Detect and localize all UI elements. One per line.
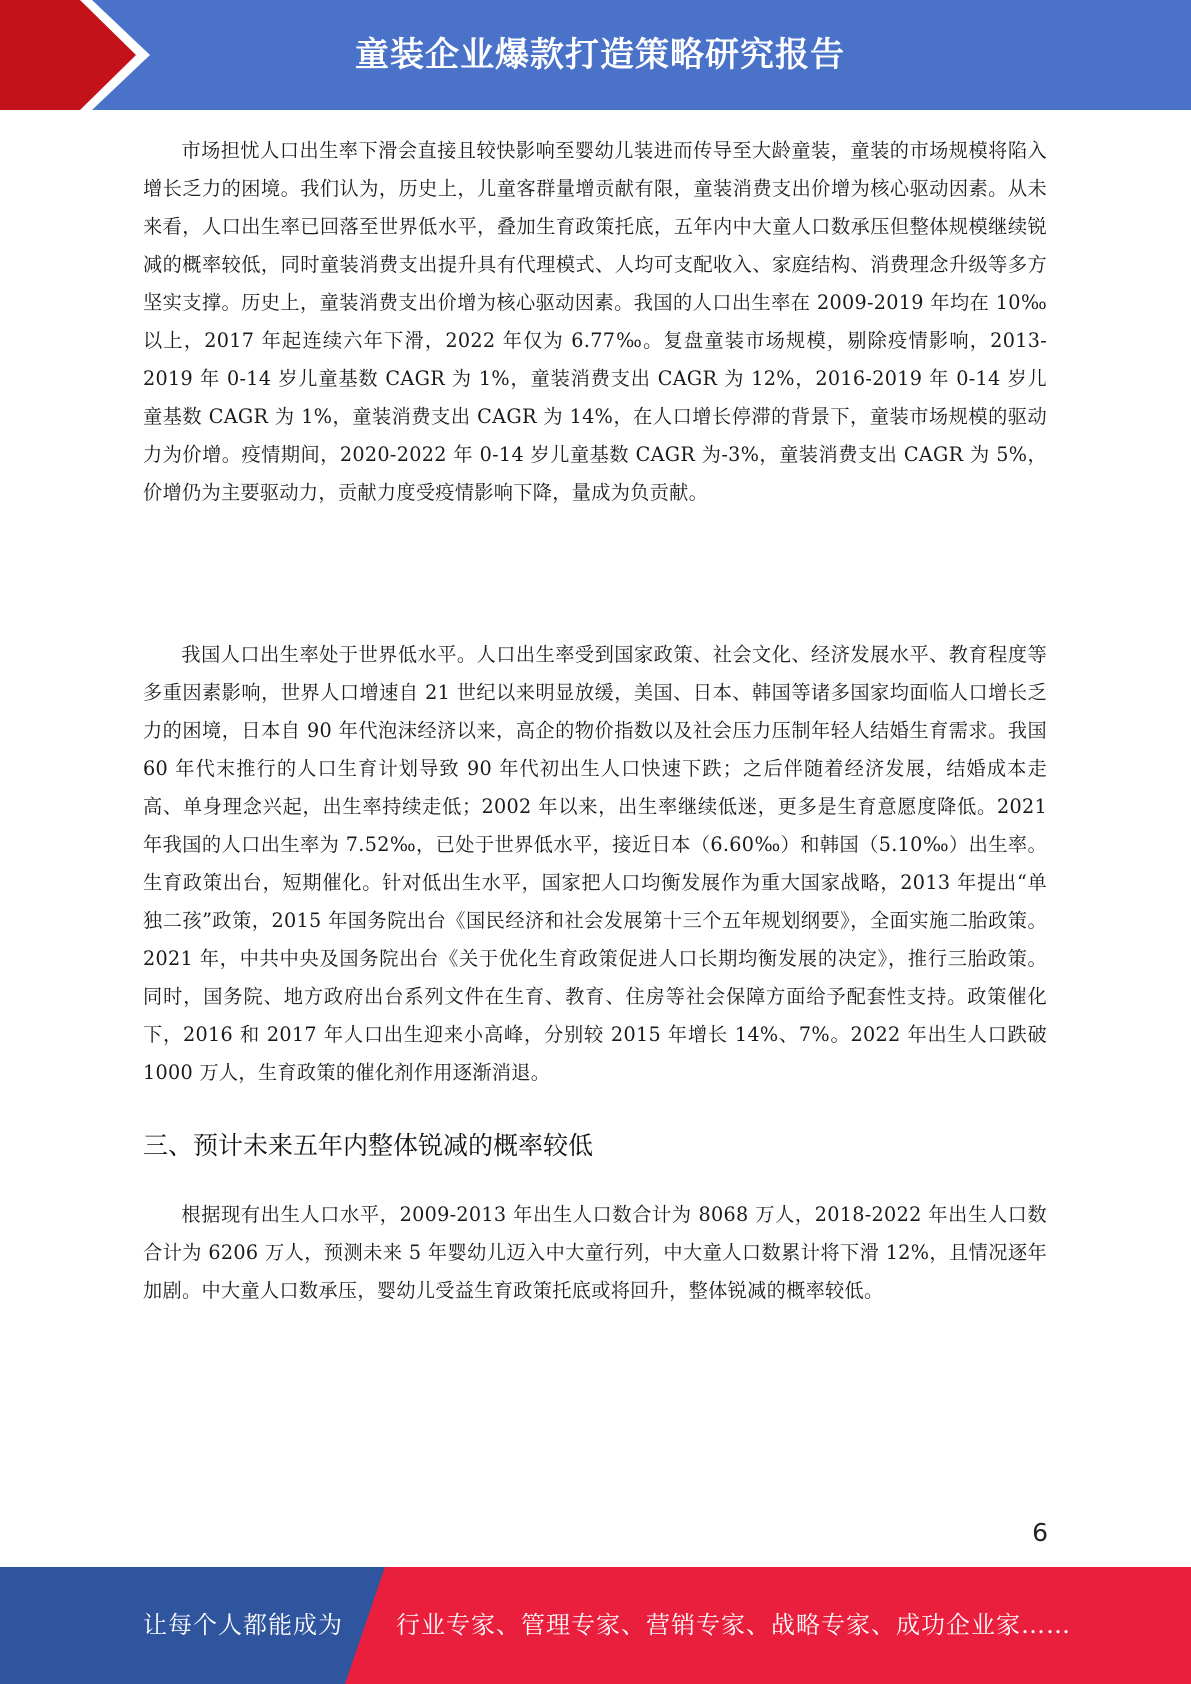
page-number: 6: [1032, 1518, 1048, 1547]
footer-slogan-right: 行业专家、管理专家、营销专家、战略专家、成功企业家……: [396, 1611, 1071, 1639]
report-title: 童装企业爆款打造策略研究报告: [355, 35, 845, 75]
page-footer: [0, 1567, 1191, 1684]
body-paragraph: 根据现有出生人口水平，2009-2013 年出生人口数合计为 8068 万人，2018-2022 年出生人口数合计为 6206 万人，预测未来 5 年婴幼儿迈入中大童行列，中大童人口数累计将下滑 12%，且情况逐年加剧。中大童人口数承压，婴幼儿受益生育政策托底或将回升，整体锐减的概率较低。: [143, 1203, 1047, 1302]
footer-slogan-left: 让每个人都能成为: [143, 1611, 343, 1639]
main-content: [143, 132, 1047, 1310]
page-header: [0, 0, 1191, 110]
body-paragraph: 市场担忧人口出生率下滑会直接且较快影响至婴幼儿装进而传导至大龄童装，童装的市场规模将陷入增长乏力的困境。我们认为，历史上，儿童客群量增贡献有限，童装消费支出价增为核心驱动因素。从未来看，人口出生率已回落至世界低水平，叠加生育政策托底，五年内中大童人口数承压但整体规模继续锐减的概率较低，同时童装消费支出提升具有代理模式、人均可支配收入、家庭结构、消费理念升级等多方坚实支撑。历史上，童装消费支出价增为核心驱动因素。我国的人口出生率在 2009-2019 年均在 10‰以上，2017 年起连续六年下滑，2022 年仅为 6.77‰。复盘童装市场规模，剔除疫情影响，2013-2019 年 0-14 岁儿童基数 CAGR 为 1%，童装消费支出 CAGR 为 12%，2016-2019 年 0-14 岁儿童基数 CAGR 为 1%，童装消费支出 CAGR 为 14%，在人口增长停滞的背景下，童装市场规模的驱动力为价增。疫情期间，2020-2022 年 0-14 岁儿童基数 CAGR 为-3%，童装消费支出 CAGR 为 5%，价增仍为主要驱动力，贡献力度受疫情影响下降，量成为负贡献。: [143, 139, 1047, 504]
header-arrow-decoration: [0, 0, 160, 110]
body-paragraph: 我国人口出生率处于世界低水平。人口出生率受到国家政策、社会文化、经济发展水平、教育程度等多重因素影响，世界人口增速自 21 世纪以来明显放缓，美国、日本、韩国等诸多国家均面临人口增长乏力的困境，日本自 90 年代泡沫经济以来，高企的物价指数以及社会压力压制年轻人结婚生育需求。我国 60 年代末推行的人口生育计划导致 90 年代初出生人口快速下跌；之后伴随着经济发展，结婚成本走高、单身理念兴起，出生率持续走低；2002 年以来，出生率继续低迷，更多是生育意愿度降低。2021 年我国的人口出生率为 7.52‰，已处于世界低水平，接近日本（6.60‰）和韩国（5.10‰）出生率。生育政策出台，短期催化。针对低出生水平，国家把人口均衡发展作为重大国家战略，2013 年提出“单独二孩”政策，2015 年国务院出台《国民经济和社会发展第十三个五年规划纲要》，全面实施二胎政策。2021 年，中共中央及国务院出台《关于优化生育政策促进人口长期均衡发展的决定》，推行三胎政策。同时，国务院、地方政府出台系列文件在生育、教育、住房等社会保障方面给予配套性支持。政策催化下，2016 和 2017 年人口出生迎来小高峰，分别较 2015 年增长 14%、7%。2022 年出生人口跌破 1000 万人，生育政策的催化剂作用逐渐消退。: [143, 643, 1047, 1084]
section-heading: 三、预计未来五年内整体锐减的概率较低: [143, 1131, 594, 1160]
